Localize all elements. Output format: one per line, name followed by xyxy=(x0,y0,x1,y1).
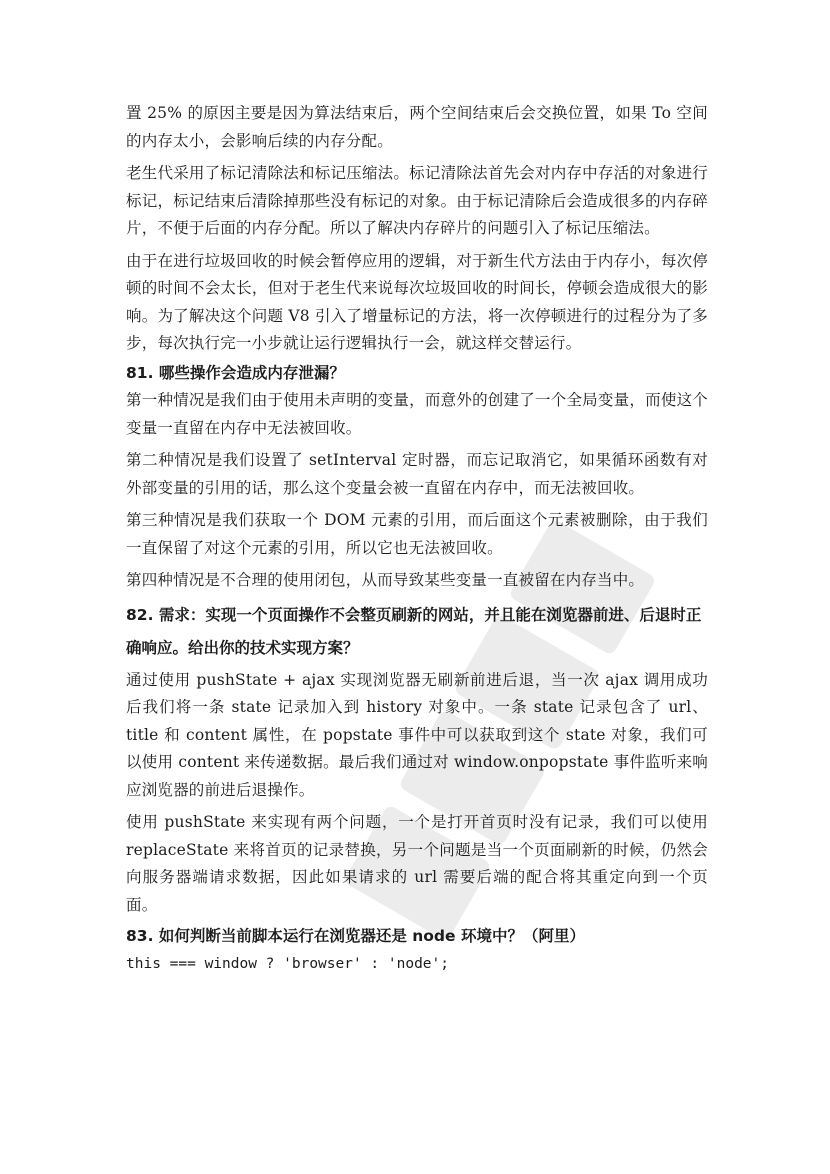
q82-paragraph-2: 使用 pushState 来实现有两个问题，一个是打开首页时没有记录，我们可以使用 replaceState 来将首页的记录替换，另一个问题是当一个页面刷新的时候，仍然会向服务器端请求数据，因此如果请求的 url 需要后端的配合将其重定向到一个页面。 xyxy=(126,813,708,914)
q81-paragraph-1: 第一种情况是我们由于使用未声明的变量，而意外的创建了一个全局变量，而使这个变量一直留在内存中无法被回收。 xyxy=(126,391,708,437)
question-82-heading: 82. 需求：实现一个页面操作不会整页刷新的网站，并且能在浏览器前进、后退时正确响应。给出你的技术实现方案？ xyxy=(126,605,702,657)
paragraph-old-generation: 老生代采用了标记清除法和标记压缩法。标记清除法首先会对内存中存活的对象进行标记，标记结束后清除掉那些没有标记的对象。由于标记清除后会造成很多的内存碎片，不便于后面的内存分配。所以了解决内存碎片的问题引入了标记压缩法。 xyxy=(126,164,708,237)
q81-paragraph-3: 第三种情况是我们获取一个 DOM 元素的引用，而后面这个元素被删除，由于我们一直保留了对这个元素的引用，所以它也无法被回收。 xyxy=(126,511,708,557)
q81-paragraph-2: 第二种情况是我们设置了 setInterval 定时器，而忘记取消它，如果循环函数有对外部变量的引用的话，那么这个变量会被一直留在内存中，而无法被回收。 xyxy=(126,451,708,497)
question-81-heading: 81. 哪些操作会造成内存泄漏？ xyxy=(126,363,345,382)
paragraph-incremental-marking: 由于在进行垃圾回收的时候会暂停应用的逻辑，对于新生代方法由于内存小，每次停顿的时间不会太长，但对于老生代来说每次垃圾回收的时间长，停顿会造成很大的影响。为了解决这个问题 V8 引入了增量标记的方法，将一次停顿进行的过程分为了多步，每次执行完一小步就让运行逻辑执行一会，就这样交替运行。 xyxy=(126,251,708,352)
document-content xyxy=(126,100,708,977)
q81-paragraph-4: 第四种情况是不合理的使用闭包，从而导致某些变量一直被留在内存当中。 xyxy=(126,571,645,589)
paragraph-space-swap: 置 25% 的原因主要是因为算法结束后，两个空间结束后会交换位置，如果 To 空间的内存太小，会影响后续的内存分配。 xyxy=(126,104,708,150)
q83-code-line: this === window ? 'browser' : 'node'; xyxy=(126,955,450,972)
q82-paragraph-1: 通过使用 pushState + ajax 实现浏览器无刷新前进后退，当一次 ajax 调用成功后我们将一条 state 记录加入到 history 对象中。一条 state 记录包含了 url、title 和 content 属性，在 popstate 事件中可以获取到这个 state 对象，我们可以使用 content 来传递数据。最后我们通过对 window.onpopstate 事件监听来响应浏览器的前进后退操作。 xyxy=(126,670,708,799)
question-83-heading: 83. 如何判断当前脚本运行在浏览器还是 node 环境中？（阿里） xyxy=(126,927,585,945)
